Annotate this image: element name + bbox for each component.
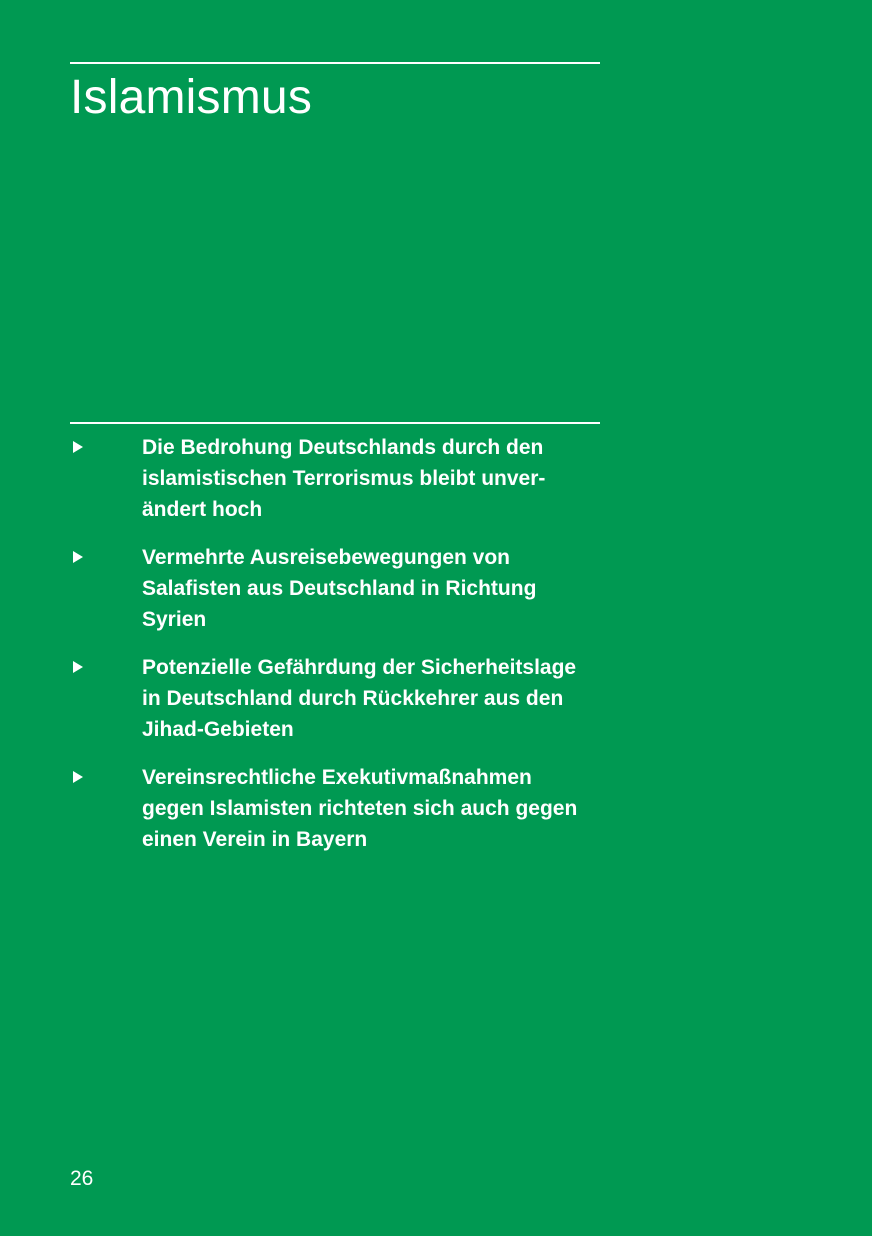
triangle-right-icon (73, 771, 83, 783)
triangle-right-icon (73, 441, 83, 453)
triangle-right-icon (73, 661, 83, 673)
bullet-text: Potenzielle Gefährdung der Sicherheitslage in Deutschland durch Rückkehrer aus den Jihad-Gebieten (142, 656, 577, 741)
summary-divider (70, 422, 600, 424)
bullet-item (70, 652, 600, 745)
page-number: 26 (70, 1167, 94, 1190)
bullet-text: Vermehrte Ausreisebewegungen von Salafisten aus Deutschland in Richtung Syrien (142, 546, 537, 631)
bullet-item (70, 432, 600, 525)
triangle-right-icon (73, 551, 83, 563)
page-title: Islamismus (70, 71, 313, 124)
bullet-text: Die Bedrohung Deutschlands durch den islamistischen Terrorismus bleibt unverändert hoch (142, 436, 546, 521)
bullet-item (70, 762, 600, 855)
top-divider (70, 62, 600, 64)
bullet-item (70, 542, 600, 635)
summary-bullet-list (70, 432, 600, 872)
bullet-text: Vereinsrechtliche Exekutivmaßnahmen gegen Islamisten richteten sich auch gegen einen Verein in Bayern (142, 766, 578, 851)
